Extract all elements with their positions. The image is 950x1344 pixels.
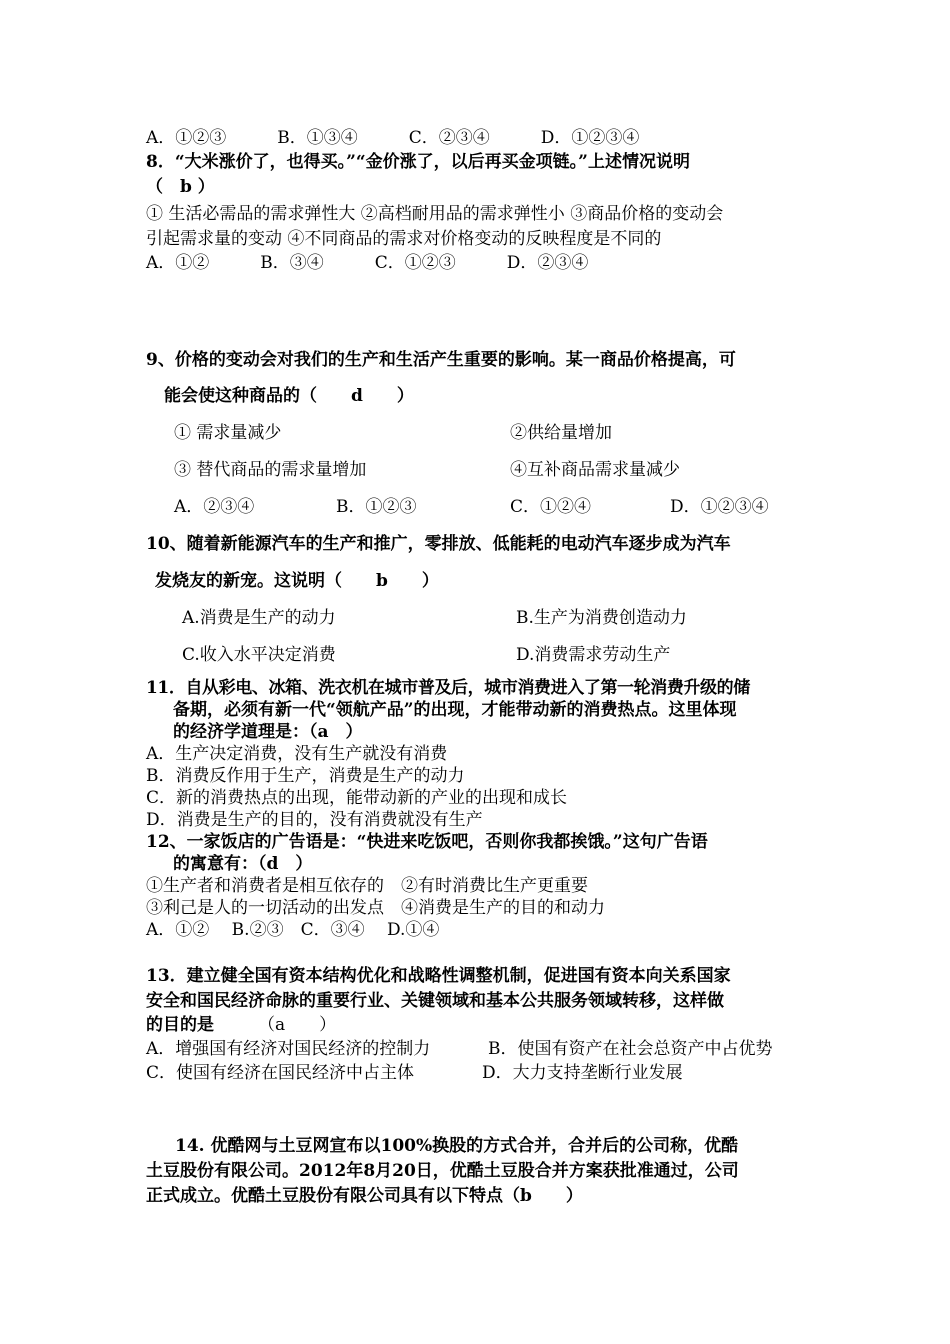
q14-stem-line2: 土豆股份有限公司。2012年8月20日，优酷土豆股合并方案获批准通过，公司 [146, 1161, 739, 1181]
q9-option-c: C．①②④ [510, 497, 592, 517]
q10-stem-line2: 发烧友的新宠。这说明（ b ） [155, 571, 439, 591]
q14-stem-line3: 正式成立。优酷土豆股份有限公司具有以下特点（b ） [146, 1186, 583, 1206]
q10-option-c: C.收入水平决定消费 [182, 645, 336, 665]
q14-stem-line1: 14. 优酷网与土豆网宣布以100%换股的方式合并，合并后的公司称，优酷 [175, 1136, 739, 1156]
q13-option-a: A．增强国有经济对国民经济的控制力 [146, 1039, 431, 1059]
q11-option-c: C．新的消费热点的出现，能带动新的产业的出现和成长 [146, 788, 568, 808]
q8-stem-line1: 8．“大米涨价了，也得买。”“金价涨了，以后再买金项链。”上述情况说明 [146, 152, 690, 172]
q13-option-c: C．使国有经济在国民经济中占主体 [146, 1063, 415, 1083]
q12-stem-line1: 12、一家饭店的广告语是：“快进来吃饭吧，否则你我都挨饿。”这句广告语 [146, 832, 708, 852]
q13-answer: （a ） [258, 1015, 337, 1035]
q13-stem-line2: 安全和国民经济命脉的重要行业、关键领域和基本公共服务领域转移，这样做 [146, 991, 724, 1011]
q11-option-a: A．生产决定消费，没有生产就没有消费 [146, 744, 448, 764]
q9-option-d: D．①②③④ [670, 497, 769, 517]
q11-stem-line3: 的经济学道理是：（a ） [173, 722, 363, 742]
q12-statements-line2: ③利己是人的一切活动的出发点 ④消费是生产的目的和动力 [146, 898, 605, 918]
q12-stem-line2: 的寓意有：（d ） [173, 854, 313, 874]
q13-stem-line3: 的目的是 [146, 1015, 214, 1035]
q12-statements-line1: ①生产者和消费者是相互依存的 ②有时消费比生产更重要 [146, 876, 588, 896]
q13-option-b: B．使国有资产在社会总资产中占优势 [488, 1039, 773, 1059]
q12-options: A．①② B.②③ C．③④ D.①④ [146, 920, 440, 940]
q9-stem-line2: 能会使这种商品的（ d ） [164, 386, 414, 406]
q9-option-b: B．①②③ [336, 497, 417, 517]
q11-stem-line2: 备期，必须有新一代“领航产品”的出现，才能带动新的消费热点。这里体现 [173, 700, 737, 720]
q8-statements-line1: ① 生活必需品的需求弹性大 ②高档耐用品的需求弹性小 ③商品价格的变动会 [146, 204, 724, 224]
q9-stem-line1: 9、价格的变动会对我们的生产和生活产生重要的影响。某一商品价格提高，可 [146, 350, 736, 370]
q9-statement-3: ③ 替代商品的需求量增加 [174, 460, 367, 480]
q10-option-b: B.生产为消费创造动力 [516, 608, 687, 628]
q11-option-d: D．消费是生产的目的，没有消费就没有生产 [146, 810, 483, 830]
q11-stem-line1: 11．自从彩电、冰箱、洗衣机在城市普及后，城市消费进入了第一轮消费升级的储 [146, 678, 750, 698]
q13-option-d: D．大力支持垄断行业发展 [482, 1063, 683, 1083]
q10-option-d: D.消费需求劳动生产 [516, 645, 671, 665]
q10-stem-line1: 10、随着新能源汽车的生产和推广，零排放、低能耗的电动汽车逐步成为汽车 [146, 534, 731, 554]
q8-statements-line2: 引起需求量的变动 ④不同商品的需求对价格变动的反映程度是不同的 [146, 229, 662, 249]
q9-option-a: A．②③④ [174, 497, 255, 517]
q10-option-a: A.消费是生产的动力 [182, 608, 336, 628]
q9-statement-1: ① 需求量减少 [174, 423, 282, 443]
q9-statement-2: ②供给量增加 [510, 423, 612, 443]
q8-stem-line2: （ b ） [146, 177, 215, 197]
q9-statement-4: ④互补商品需求量减少 [510, 460, 680, 480]
q13-stem-line1: 13．建立健全国有资本结构优化和战略性调整机制，促进国有资本向关系国家 [146, 966, 731, 986]
q11-option-b: B．消费反作用于生产，消费是生产的动力 [146, 766, 465, 786]
q8-options: A．①② B．③④ C．①②③ D．②③④ [146, 253, 589, 273]
q7-options: A．①②③ B．①③④ C．②③④ D．①②③④ [146, 128, 640, 148]
